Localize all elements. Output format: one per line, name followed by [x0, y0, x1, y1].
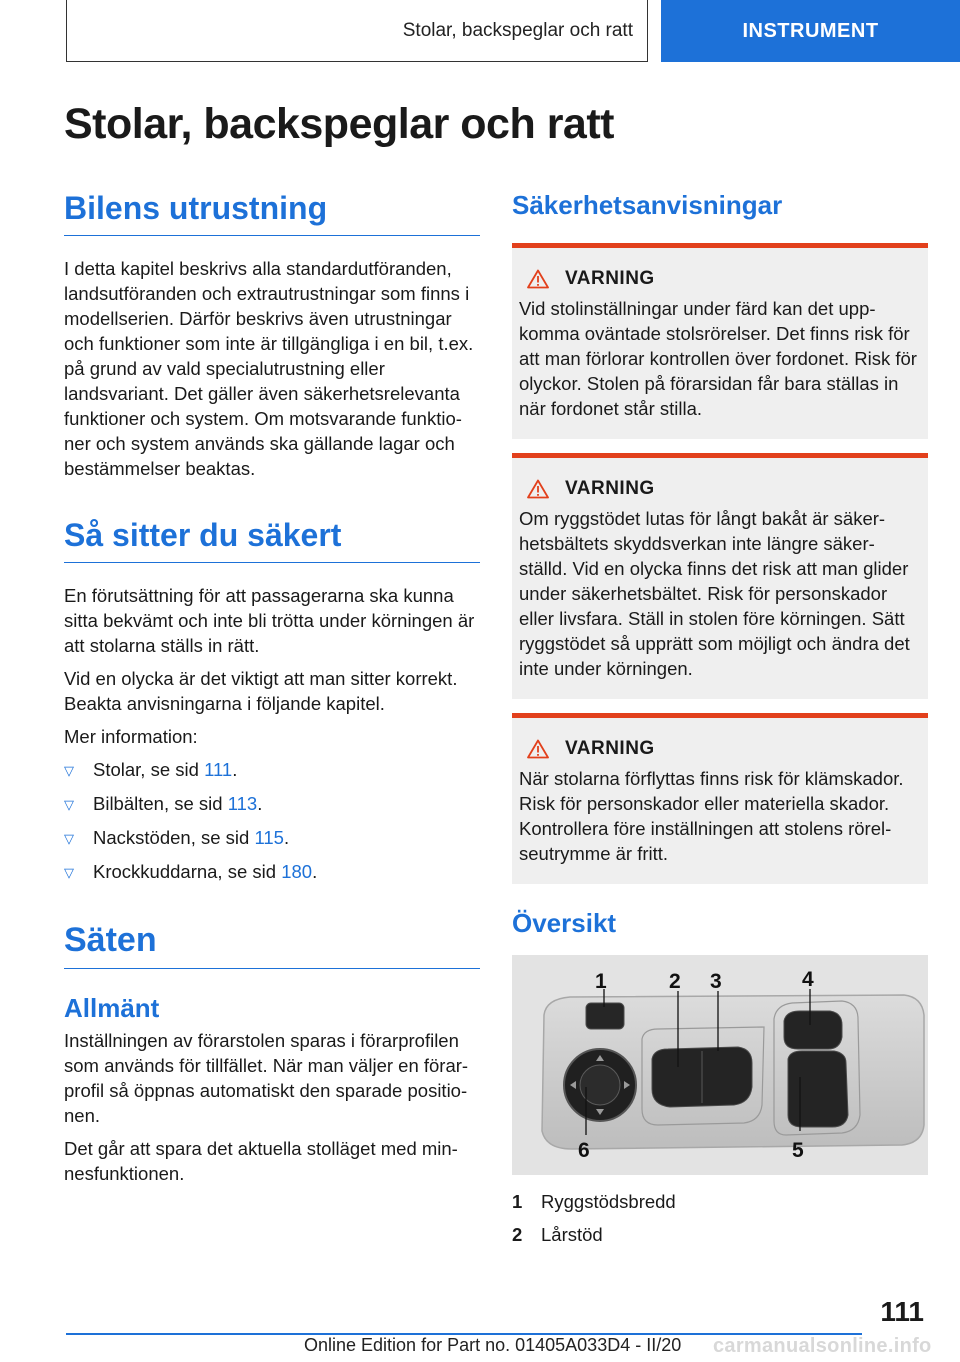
- triangle-bullet-icon: ▽: [64, 865, 74, 880]
- header-chapter: Stolar, backspeglar och ratt: [402, 19, 633, 41]
- figure-label-2: 2: [669, 970, 681, 993]
- page-link-111[interactable]: 111: [204, 759, 233, 780]
- safe-seating-p2: Vid en olycka är det viktigt att man sitter korrekt. Beakta anvisningarna i följande kapitel.: [64, 668, 458, 714]
- footer-edition: Online Edition for Part no. 01405A033D4 - II/20: [304, 1335, 682, 1355]
- list-item: ▽ Bilbälten, se sid 113.: [64, 791, 480, 817]
- safe-seating-heading: Så sitter du säkert: [64, 517, 480, 563]
- warning-box: [512, 453, 928, 699]
- legend-number: 2: [512, 1224, 523, 1245]
- warning-title: VARNING: [565, 738, 655, 759]
- seats-p1: Inställningen av förarstolen sparas i förarprofilen som används för tillfället. När man väljer en förar-profil så öppnas automatiskt den sparade positio-nen.: [64, 1030, 469, 1126]
- legend-number: 1: [512, 1191, 523, 1212]
- overview-heading: Översikt: [512, 908, 617, 938]
- page-link-180[interactable]: 180: [281, 861, 313, 882]
- triangle-bullet-icon: ▽: [64, 763, 74, 778]
- warning-box: [512, 713, 928, 884]
- legend-text: Ryggstödsbredd: [541, 1191, 676, 1212]
- header-tab: [661, 0, 960, 62]
- right-column: [512, 190, 928, 1247]
- safe-seating-p1: En förutsättning för att passagerarna ska kunna sitta bekvämt och inte bli trötta under körningen är att stolarna ställs in rätt.: [64, 585, 475, 656]
- general-subheading: Allmänt: [64, 993, 160, 1023]
- warning-title: VARNING: [565, 478, 655, 499]
- safety-heading: Säkerhetsanvisningar: [512, 190, 783, 220]
- list-item: ▽ Krockkuddarna, se sid 180.: [64, 859, 480, 885]
- header-tab-label: INSTRUMENT: [742, 19, 879, 42]
- legend-text: Lårstöd: [541, 1224, 603, 1245]
- equipment-heading: Bilens utrustning: [64, 190, 480, 236]
- seat-controls-figure: [512, 955, 928, 1175]
- warning-text: Om ryggstödet lutas för långt bakåt är säker-hetsbältets skyddsverkan inte längre säker-ställd. Vid en olycka finns det risk att man glider under säkerhetsbältet. Risk för personskador eller livsfara. Ställ in stolen före körningen. Sätt ryggstödet så upprätt som möjligt och ändra det inte under körningen.: [519, 508, 910, 679]
- seat-controls-illustration: [512, 955, 928, 1175]
- figure-label-3: 3: [710, 970, 722, 993]
- reference-list: [64, 757, 480, 885]
- header-chapter-box: [66, 0, 648, 62]
- warning-title: VARNING: [565, 268, 655, 289]
- figure-label-1: 1: [595, 970, 607, 993]
- footer-watermark: carmanualsonline.info: [713, 1335, 932, 1357]
- warning-triangle-icon: [527, 739, 549, 759]
- warning-text: Vid stolinställningar under färd kan det upp-komma oväntade stolsrörelser. Det finns risk för att man förlorar kontrollen över fordonet. Risk för olyckor. Stolen på förarsidan får bara ställas in när fordonet står stilla.: [519, 298, 917, 419]
- seats-heading: Säten: [64, 921, 480, 969]
- page-link-113[interactable]: 113: [227, 793, 258, 814]
- legend-item: [512, 1189, 928, 1214]
- figure-label-4: 4: [802, 968, 814, 991]
- seats-p2: Det går att spara det aktuella stolläget med min-nesfunktionen.: [64, 1138, 458, 1184]
- page-number: 111: [880, 1296, 924, 1327]
- warning-triangle-icon: [527, 269, 549, 289]
- warning-triangle-icon: [527, 479, 549, 499]
- warning-text: När stolarna förflyttas finns risk för klämskador. Risk för personskador eller materiella skador. Kontrollera före inställningen att stolens rörel-seutrymme är fritt.: [519, 768, 904, 864]
- triangle-bullet-icon: ▽: [64, 831, 74, 846]
- left-column: [64, 190, 480, 1194]
- triangle-bullet-icon: ▽: [64, 797, 74, 812]
- equipment-text: I detta kapitel beskrivs alla standardutföranden, landsutföranden och extrautrustningar som finns i modellserien. Därför beskrivs även utrustningar och funktioner som inte är tillgängliga i en bil, t.ex. på grund av vald specialutrustning eller landsvariant. Det gäller även säkerhetsrelevanta funktioner och system. Om motsvarande funktio-ner och system används ska gällande lagar och bestämmelser beaktas.: [64, 258, 474, 479]
- figure-label-5: 5: [792, 1139, 804, 1162]
- list-item: ▽ Nackstöden, se sid 115.: [64, 825, 480, 851]
- page-link-115[interactable]: 115: [254, 827, 284, 848]
- page-title: Stolar, backspeglar och ratt: [64, 100, 614, 148]
- figure-label-6: 6: [578, 1139, 590, 1162]
- more-info-label: Mer information:: [64, 726, 198, 747]
- legend-item: [512, 1222, 928, 1247]
- list-item: ▽ Stolar, se sid 111.: [64, 757, 480, 783]
- warning-box: [512, 243, 928, 439]
